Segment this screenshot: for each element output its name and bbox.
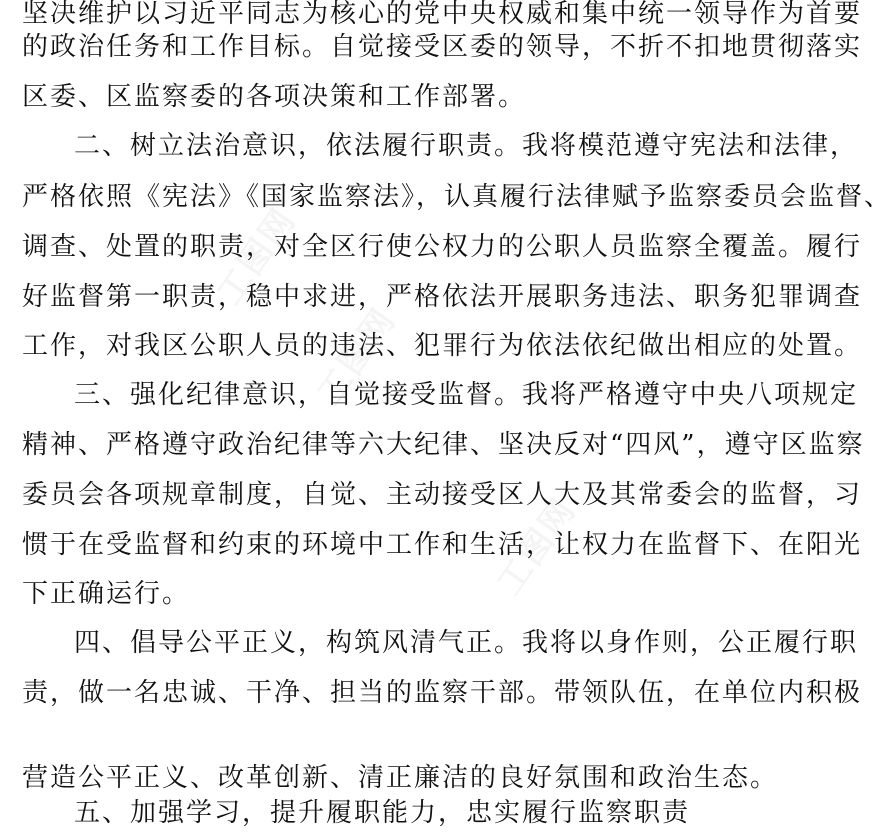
text-line: 责，做一名忠诚、干净、担当的监察干部。带领队伍，在单位内积极	[22, 678, 863, 708]
paragraph-heading-line: 五、加强学习，提升履职能力，忠实履行监察职责	[74, 798, 691, 828]
text-line: 坚决维护以习近平同志为核心的党中央权威和集中统一领导作为首要	[22, 0, 863, 29]
text-line: 营造公平正义、改革创新、清正廉洁的良好氛围和政治生态。	[22, 763, 779, 793]
text-line: 下正确运行。	[22, 579, 191, 609]
paragraph-heading-line: 二、树立法治意识，依法履行职责。我将模范遵守宪法和法律，	[74, 131, 859, 161]
text-line: 的政治任务和工作目标。自觉接受区委的领导，不折不扣地贯彻落实	[22, 32, 863, 62]
text-line: 调查、处置的职责，对全区行使公权力的公职人员监察全覆盖。履行	[22, 232, 863, 262]
watermark: 工图网	[309, 300, 405, 413]
text-line: 好监督第一职责，稳中求进，严格依法开展职务违法、职务犯罪调查	[22, 282, 863, 312]
text-line: 委员会各项规章制度，自觉、主动接受区人大及其常委会的监督，习	[22, 480, 863, 510]
watermark: 工图网	[489, 490, 585, 603]
paragraph-heading-line: 四、倡导公平正义，构筑风清气正。我将以身作则，公正履行职	[74, 628, 859, 658]
text-line: 精神、严格遵守政治纪律等六大纪律、坚决反对“四风”，遵守区监察	[22, 430, 865, 460]
text-line: 惯于在受监督和约束的环境中工作和生活，让权力在监督下、在阳光	[22, 530, 863, 560]
text-line: 工作，对我区公职人员的违法、犯罪行为依法依纪做出相应的处置。	[22, 331, 863, 361]
paragraph-heading-line: 三、强化纪律意识，自觉接受监督。我将严格遵守中央八项规定	[74, 380, 859, 410]
text-line: 区委、区监察委的各项决策和工作部署。	[22, 82, 527, 112]
text-line: 严格依照《宪法》《国家监察法》，认真履行法律赋予监察委员会监督、	[22, 182, 892, 212]
watermark: 工图网	[209, 200, 305, 313]
